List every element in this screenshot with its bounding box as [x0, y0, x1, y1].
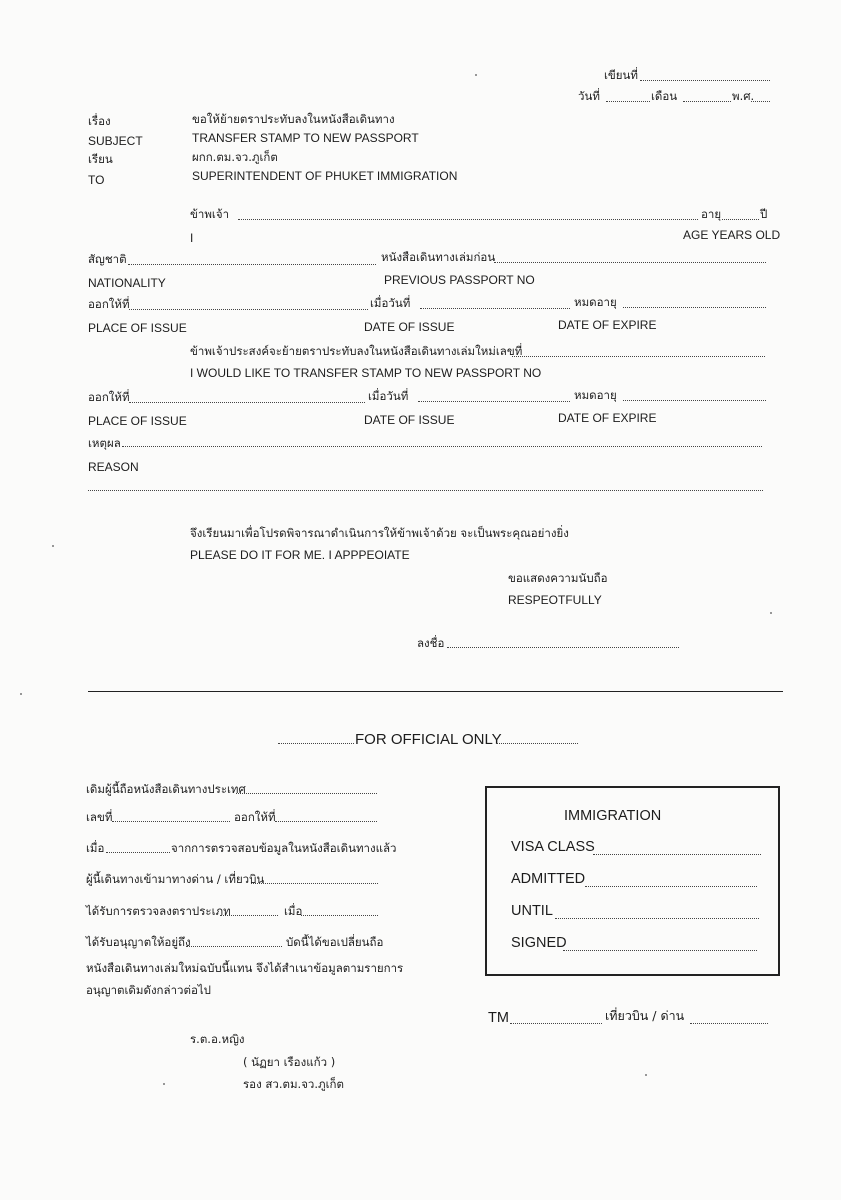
- place-of-issue-field-2[interactable]: [129, 402, 365, 403]
- to-value-th: ผกก.ตม.จว.ภูเก็ต: [192, 150, 278, 164]
- nationality-field[interactable]: [128, 264, 376, 265]
- closing-text-en: RESPEOTFULLY: [508, 593, 602, 607]
- official-line-1: เดิมผู้นี้ถือหนังสือเดินทางประเทศ: [86, 782, 246, 796]
- flight-checkpoint-field[interactable]: [690, 1023, 768, 1024]
- to-label-th: เรียน: [88, 152, 113, 166]
- visa-class-label: VISA CLASS: [511, 839, 595, 855]
- age-label-en: AGE YEARS OLD: [683, 228, 781, 242]
- date-of-issue-field-1[interactable]: [420, 308, 570, 309]
- official-line-5a: ได้รับการตรวจลงตราประเภท: [86, 904, 231, 918]
- year-field[interactable]: [751, 101, 770, 102]
- year-label: พ.ศ.: [732, 89, 755, 103]
- month-field[interactable]: [683, 101, 731, 102]
- official-line-4: ผู้นี้เดินทางเข้ามาทางด่าน / เที่ยวบิน: [86, 872, 265, 886]
- immigration-title: IMMIGRATION: [564, 808, 662, 824]
- official-line-2b: ออกให้ที่: [234, 810, 276, 824]
- officer-position: รอง สว.ตม.จว.ภูเก็ต: [243, 1077, 344, 1091]
- day-field[interactable]: [606, 101, 650, 102]
- official-line-2a: เลขที่: [86, 810, 113, 824]
- age-field[interactable]: [722, 219, 759, 220]
- officer-rank: ร.ต.อ.หญิง: [190, 1032, 245, 1046]
- subject-value-en: TRANSFER STAMP TO NEW PASSPORT: [192, 131, 419, 145]
- official-field-6a[interactable]: [186, 946, 282, 947]
- official-title-leader-left: [278, 743, 354, 744]
- official-line-5b: เมื่อ: [284, 904, 303, 918]
- applicant-label-th: ข้าพเจ้า: [190, 207, 230, 221]
- official-title-leader-right: [496, 743, 578, 744]
- official-field-2b[interactable]: [275, 821, 377, 822]
- place-of-issue-field-1[interactable]: [129, 309, 368, 310]
- request-text-en: PLEASE DO IT FOR ME. I APPPEOIATE: [190, 548, 410, 562]
- written-at-field[interactable]: [640, 80, 770, 81]
- official-field-2a[interactable]: [112, 821, 230, 822]
- tm-label: TM: [488, 1010, 509, 1026]
- expire-label-en-1: DATE OF EXPIRE: [558, 318, 657, 332]
- transfer-label-en: I WOULD LIKE TO TRANSFER STAMP TO NEW PASSPORT NO: [190, 366, 542, 380]
- officer-name: ( นัฏยา เรืองแก้ว ): [243, 1055, 336, 1069]
- scan-speck: [645, 1074, 647, 1076]
- official-line-7: หนังสือเดินทางเล่มใหม่ฉบับนี้แทน จึงได้สำเนาข้อมูลตามรายการ: [86, 961, 404, 975]
- month-label: เดือน: [651, 89, 678, 103]
- prev-passport-field[interactable]: [494, 262, 766, 263]
- expire-field-1[interactable]: [623, 307, 766, 308]
- reason-label-th: เหตุผล: [88, 436, 121, 450]
- closing-text-th: ขอแสดงความนับถือ: [508, 571, 608, 585]
- scan-speck: [20, 693, 22, 695]
- reason-field[interactable]: [122, 446, 762, 447]
- subject-label-th: เรื่อง: [88, 114, 111, 128]
- expire-label-th-2: หมดอายุ: [574, 388, 617, 402]
- signed-label: SIGNED: [511, 935, 567, 951]
- applicant-label-en: I: [190, 231, 194, 245]
- official-field-3a[interactable]: [106, 852, 170, 853]
- scan-speck: [52, 545, 54, 547]
- date-of-issue-label-th-2: เมื่อวันที่: [368, 389, 409, 403]
- official-field-4[interactable]: [251, 883, 378, 884]
- expire-label-th-1: หมดอายุ: [574, 295, 617, 309]
- official-line-3a: เมื่อ: [86, 841, 105, 855]
- date-label: วันที่: [578, 89, 600, 103]
- official-line-3b: จากการตรวจสอบข้อมูลในหนังสือเดินทางแล้ว: [171, 841, 397, 855]
- scan-speck: [475, 74, 477, 76]
- place-of-issue-label-en-1: PLACE OF ISSUE: [88, 321, 187, 335]
- admitted-label: ADMITTED: [511, 871, 586, 887]
- signature-field[interactable]: [447, 647, 679, 648]
- date-of-issue-label-en-2: DATE OF ISSUE: [364, 413, 455, 427]
- nationality-label-th: สัญชาติ: [88, 252, 127, 266]
- written-at-label: เขียนที่: [604, 68, 638, 82]
- official-title: FOR OFFICIAL ONLY: [355, 731, 502, 748]
- expire-label-en-2: DATE OF EXPIRE: [558, 411, 657, 425]
- subject-value-th: ขอให้ย้ายตราประทับลงในหนังสือเดินทาง: [192, 112, 395, 126]
- prev-passport-label-th: หนังสือเดินทางเล่มก่อน: [381, 250, 496, 264]
- flight-checkpoint-label: เที่ยวบิน / ด่าน: [605, 1008, 685, 1023]
- place-of-issue-label-th-2: ออกให้ที่: [88, 390, 130, 404]
- section-divider: [88, 691, 783, 692]
- reason-field-2[interactable]: [88, 490, 763, 491]
- tm-field[interactable]: [510, 1023, 602, 1024]
- official-line-6b: บัดนี้ได้ขอเปลี่ยนถือ: [286, 935, 384, 949]
- prev-passport-label-en: PREVIOUS PASSPORT NO: [384, 273, 535, 287]
- official-line-6a: ได้รับอนุญาตให้อยู่ถึง: [86, 935, 191, 949]
- admitted-field[interactable]: [585, 886, 757, 887]
- expire-field-2[interactable]: [623, 400, 766, 401]
- nationality-label-en: NATIONALITY: [88, 276, 166, 290]
- request-text-th: จึงเรียนมาเพื่อโปรดพิจารณาดำเนินการให้ข้าพเจ้าด้วย จะเป็นพระคุณอย่างยิ่ง: [190, 526, 569, 540]
- date-of-issue-label-en-1: DATE OF ISSUE: [364, 320, 455, 334]
- date-of-issue-label-th-1: เมื่อวันที่: [370, 296, 411, 310]
- scan-speck: [770, 612, 772, 614]
- until-label: UNTIL: [511, 903, 553, 919]
- place-of-issue-label-th-1: ออกให้ที่: [88, 297, 130, 311]
- reason-label-en: REASON: [88, 460, 139, 474]
- signed-field[interactable]: [563, 950, 757, 951]
- age-label-th: อายุ: [701, 207, 722, 221]
- to-value-en: SUPERINTENDENT OF PHUKET IMMIGRATION: [192, 169, 458, 183]
- visa-class-field[interactable]: [593, 854, 761, 855]
- subject-label-en: SUBJECT: [88, 134, 143, 148]
- until-field[interactable]: [555, 918, 759, 919]
- signature-label: ลงชื่อ: [417, 636, 445, 650]
- scan-speck: [163, 1083, 165, 1085]
- official-field-5b[interactable]: [301, 915, 378, 916]
- place-of-issue-label-en-2: PLACE OF ISSUE: [88, 414, 187, 428]
- official-line-8: อนุญาตเดิมดังกล่าวต่อไป: [86, 983, 211, 997]
- official-field-1[interactable]: [236, 793, 377, 794]
- official-field-5a[interactable]: [220, 915, 278, 916]
- immigration-stamp-box: [485, 786, 780, 976]
- to-label-en: TO: [88, 173, 105, 187]
- transfer-label-th: ข้าพเจ้าประสงค์จะย้ายตราประทับลงในหนังสือเดินทางเล่มใหม่เลขที่: [190, 344, 523, 358]
- years-label-th: ปี: [760, 207, 768, 221]
- date-of-issue-field-2[interactable]: [418, 401, 570, 402]
- applicant-name-field[interactable]: [238, 219, 698, 220]
- new-passport-field[interactable]: [512, 356, 765, 357]
